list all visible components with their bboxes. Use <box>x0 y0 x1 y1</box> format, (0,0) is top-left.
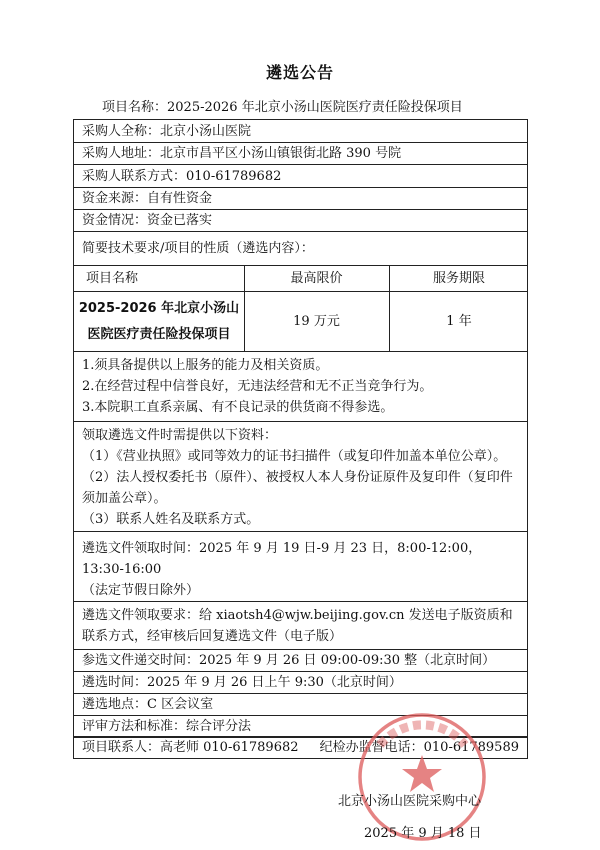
fund-status-text: 资金情况：资金已落实 <box>82 213 213 228</box>
contact-row <box>74 165 527 188</box>
header-price: 最高限价 <box>290 271 343 286</box>
method-text: 评审方法和标准：综合评分法 <box>82 719 252 734</box>
documents-item2: （2）法人授权委托书（原件）、被授权人本人身份证原件及复印件（复印件须加盖公章）。 <box>82 470 513 506</box>
contact-person-text: 项目联系人：高老师 010-61789682 <box>82 740 299 755</box>
header-term: 服务期限 <box>432 271 485 286</box>
price-cell: 19 万元 <box>293 314 340 329</box>
signature-text: 北京小汤山医院采购中心 <box>338 794 482 809</box>
item-name-line1: 2025-2026 年北京小汤山 <box>78 300 240 316</box>
qualification-2: 2.在经营过程中信誉良好，无违法经营和无不正当竞争行为。 <box>82 379 433 394</box>
fund-source-row <box>74 188 527 210</box>
documents-intro: 领取遴选文件时需提供以下资料： <box>82 428 278 443</box>
documents-row <box>74 422 527 532</box>
buyer-row <box>74 120 527 143</box>
qualification-3: 3.本院职工直系亲属、有不良记录的供货商不得参选。 <box>82 400 394 415</box>
table-body-row <box>74 292 527 352</box>
contact-text: 采购人联系方式：010-61789682 <box>82 168 282 184</box>
pickup-time-row <box>74 532 527 602</box>
page-title: 遴选公告 <box>265 63 334 82</box>
qualifications-row <box>74 352 527 422</box>
pickup-requirement-text: 遴选文件领取要求：给 xiaotsh4@wjw.beijing.gov.cn 发送电子版资质和联系方式，经审核后回复遴选文件（电子版） <box>82 608 513 644</box>
selection-time-row <box>74 672 527 694</box>
pickup-time-note: （法定节假日除外） <box>82 583 200 598</box>
pickup-requirement-row <box>74 602 527 650</box>
submit-time-text: 参选文件递交时间：2025 年 9 月 26 日 09:00-09:30 整（北京时间） <box>82 653 496 668</box>
notice-table <box>73 119 528 737</box>
documents-item1: （1）《营业执照》或同等效力的证书扫描件（或复印件加盖本单位公章）。 <box>82 449 507 464</box>
item-name-line2: 医院医疗责任险投保项目 <box>87 326 231 342</box>
supervision-text: 纪检办监督电话：010-61789589 <box>319 740 519 755</box>
term-cell: 1 年 <box>446 314 472 329</box>
buyer-text: 采购人全称：北京小汤山医院 <box>82 123 252 139</box>
fund-status-row <box>74 210 527 232</box>
header-item: 项目名称 <box>86 271 139 286</box>
date-text: 2025 年 9 月 18 日 <box>364 826 482 841</box>
requirements-text: 简要技术要求/项目的性质（遴选内容）： <box>82 241 314 256</box>
pickup-time-text: 遴选文件领取时间：2025 年 9 月 19 日-9 月 23 日，8:00-12:00，13:30-16:00 <box>82 541 482 577</box>
project-name: 项目名称：2025-2026 年北京小汤山医院医疗责任险投保项目 <box>102 100 463 115</box>
fund-source-text: 资金来源：自有性资金 <box>82 191 213 206</box>
requirements-row <box>74 232 527 266</box>
address-row <box>74 143 527 165</box>
location-text: 遴选地点：C 区会议室 <box>82 697 214 712</box>
qualification-1: 1.须具备提供以上服务的能力及相关资质。 <box>82 358 329 373</box>
item-name-cell <box>74 292 244 351</box>
submit-time-row <box>74 650 527 672</box>
documents-item3: （3）联系人姓名及联系方式。 <box>82 512 260 527</box>
table-header-row <box>74 266 527 292</box>
address-text: 采购人地址：北京市昌平区小汤山镇银街北路 390 号院 <box>82 146 402 161</box>
selection-time-text: 遴选时间：2025 年 9 月 26 日上午 9:30（北京时间） <box>82 675 402 690</box>
